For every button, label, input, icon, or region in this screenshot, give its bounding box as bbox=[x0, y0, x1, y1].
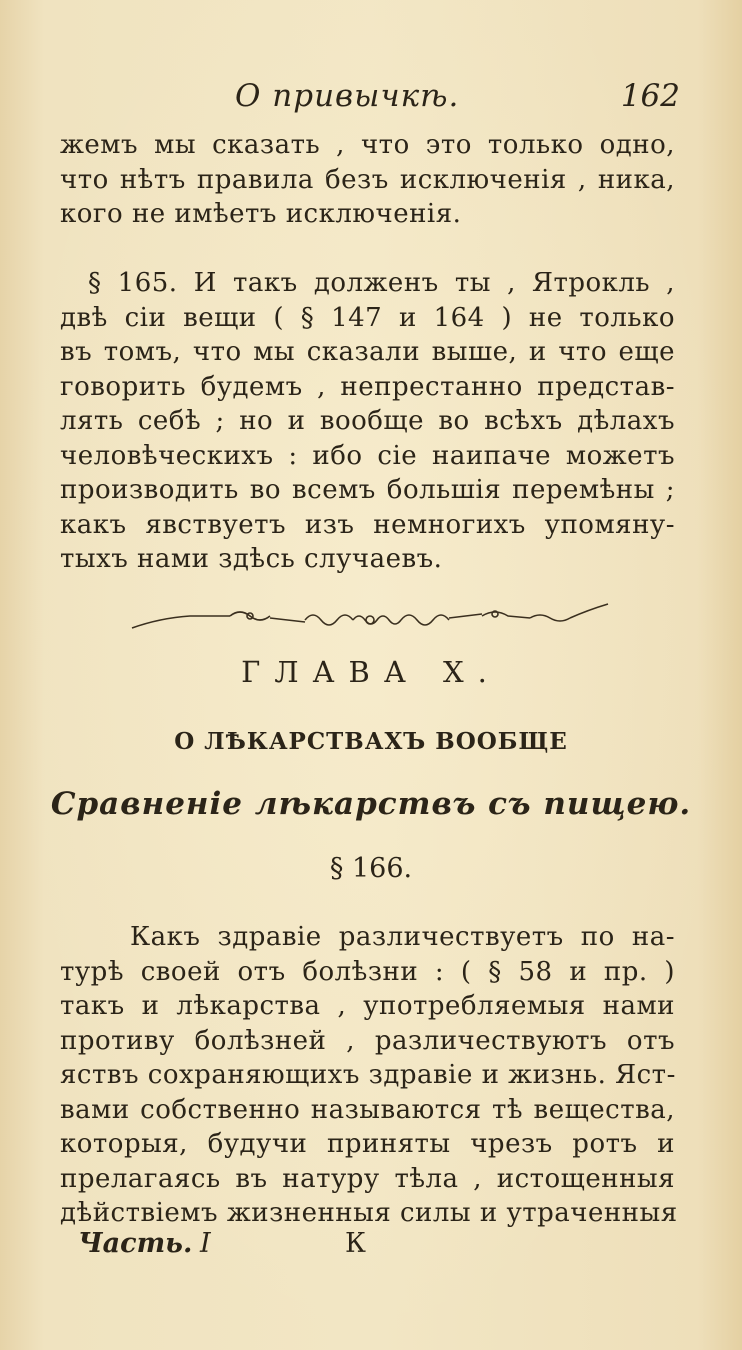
running-title: О привычкѣ. bbox=[235, 78, 460, 114]
text-line: производить во всемъ большія перемѣны ; bbox=[60, 475, 675, 505]
chapter-subtitle: О ЛѢКАРСТВАХЪ ВООБЩЕ bbox=[174, 728, 568, 755]
page-number: 162 bbox=[620, 78, 680, 114]
text-line: тыхъ нами здѣсь случаевъ. bbox=[60, 544, 443, 574]
chapter-italic-title: Сравненіе лѣкарствъ съ пищею. bbox=[50, 786, 692, 822]
text-line: какъ явствуетъ изъ немногихъ упомяну- bbox=[60, 509, 675, 540]
signature-mark: Часть. bbox=[78, 1228, 193, 1259]
text-line: что нѣтъ правила безъ исключенія , ника, bbox=[60, 164, 675, 195]
text-line: человѣческихъ : ибо сіе наипаче можетъ bbox=[60, 440, 675, 471]
text-line: яствъ сохраняющихъ здравіе и жизнь. Яст- bbox=[60, 1060, 676, 1090]
volume-number: I bbox=[200, 1228, 211, 1259]
text-line: § 165. И такъ долженъ ты , Ятрокль , bbox=[88, 268, 675, 298]
text-line: такъ и лѣкарства , употребляемыя нами bbox=[60, 991, 675, 1021]
text-line: жемъ мы сказать , что это только одно, bbox=[60, 130, 675, 160]
text-line: кого не имѣетъ исключенія. bbox=[60, 199, 462, 229]
text-line: прелагаясь въ натуру тѣла , истощенныя bbox=[60, 1163, 675, 1194]
gathering-mark: К bbox=[345, 1228, 366, 1259]
paragraph-3 bbox=[60, 920, 678, 1231]
text-line: дѣйствіемъ жизненныя силы и утраченныя bbox=[60, 1198, 678, 1228]
text-line: лять себѣ ; но и вообще во всѣхъ дѣлахъ bbox=[60, 406, 675, 436]
page-header bbox=[60, 78, 680, 118]
text-line: вами собственно называются тѣ вещества, bbox=[60, 1094, 675, 1125]
text-line: говорить будемъ , непрестанно представ- bbox=[60, 371, 675, 402]
paragraph-1 bbox=[60, 128, 675, 232]
chapter-heading: ГЛАВА Х. bbox=[241, 655, 501, 689]
section-number: § 166. bbox=[329, 853, 413, 884]
ornament-divider bbox=[130, 600, 610, 640]
text-line: Какъ здравіе различествуетъ по на- bbox=[130, 922, 675, 952]
text-line: которыя, будучи приняты чрезъ ротъ и bbox=[60, 1129, 675, 1159]
paragraph-2 bbox=[60, 266, 675, 577]
text-line: противу болѣзней , различествуютъ отъ bbox=[60, 1025, 675, 1056]
text-line: въ томъ, что мы сказали выше, и что еще bbox=[60, 337, 675, 367]
text-line: двѣ сіи вещи ( § 147 и 164 ) не только bbox=[60, 302, 675, 333]
text-line: турѣ своей отъ болѣзни : ( § 58 и пр. ) bbox=[60, 956, 675, 987]
